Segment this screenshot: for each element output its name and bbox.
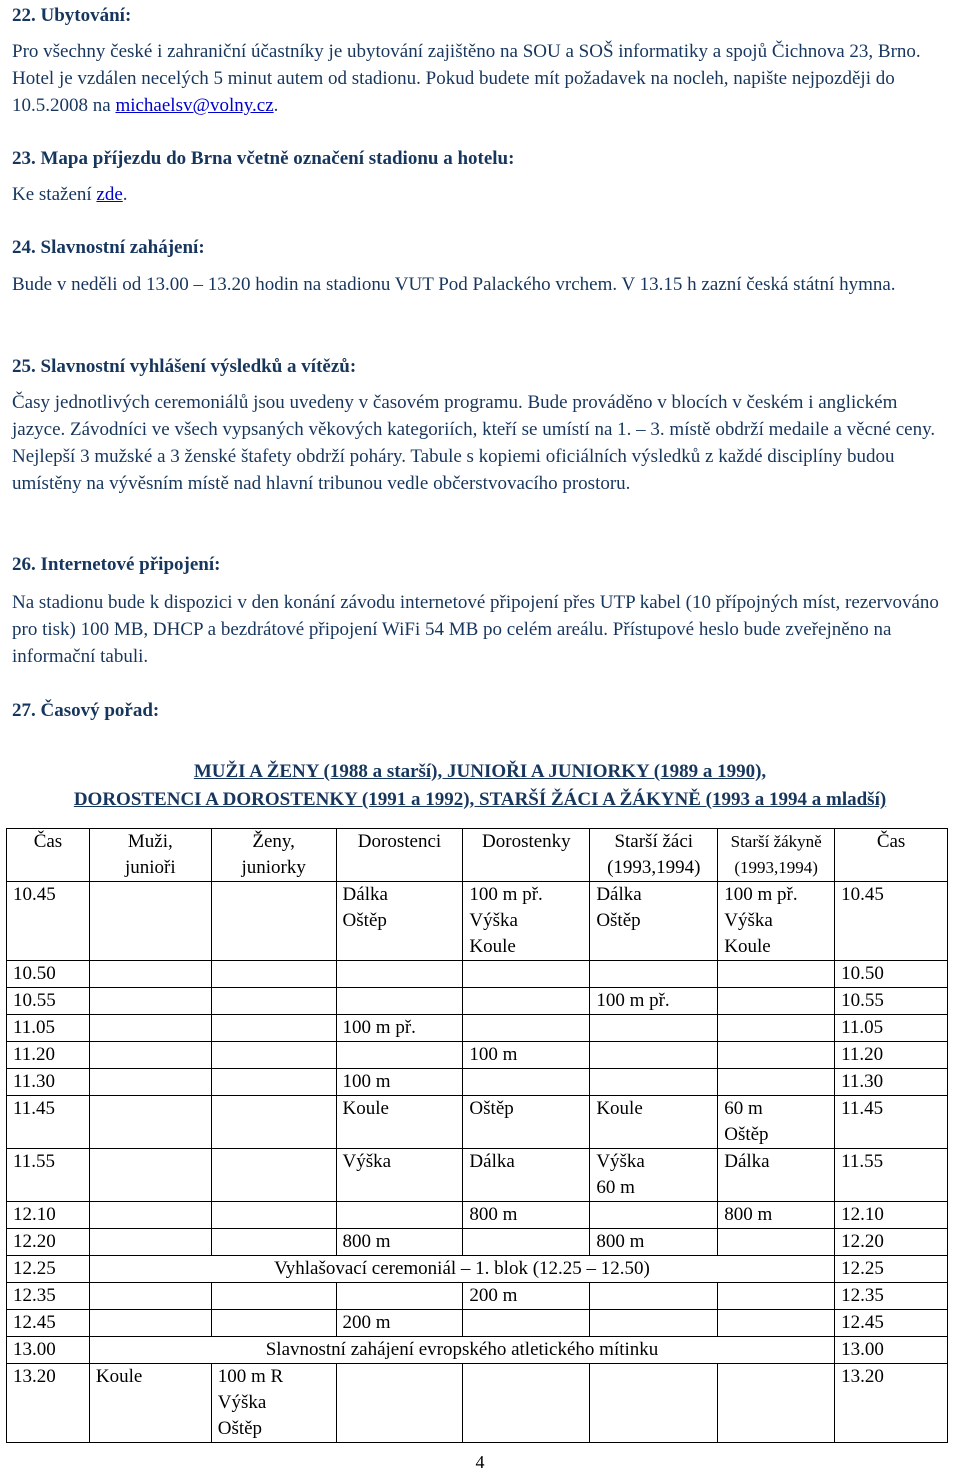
schedule-header [7,829,948,882]
table-cell [211,1229,336,1256]
time-cell: 12.35 [835,1283,948,1310]
table-cell [211,961,336,988]
table-cell [89,1042,211,1069]
table-cell [718,988,835,1015]
table-cell: Koule [89,1364,211,1443]
header-row [7,829,948,882]
table-cell: 100 m př. Výška Koule [463,882,590,961]
table-row [7,1310,948,1337]
table-cell: Dálka [718,1149,835,1202]
table-cell: 200 m [463,1283,590,1310]
header-cell: Dorostenci [336,829,463,882]
table-cell [336,1202,463,1229]
table-row [7,1202,948,1229]
table-cell [590,1364,718,1443]
time-cell: 11.30 [7,1069,90,1096]
table-cell: Výška [336,1149,463,1202]
time-cell: 12.25 [835,1256,948,1283]
time-cell: 12.10 [835,1202,948,1229]
table-row [7,961,948,988]
table-row [7,1042,948,1069]
table-cell [590,1202,718,1229]
table-cell [590,1310,718,1337]
table-cell [89,1149,211,1202]
table-cell: 200 m [336,1310,463,1337]
time-cell: 11.55 [7,1149,90,1202]
download-period: . [122,184,128,205]
table-cell [89,988,211,1015]
table-cell [89,961,211,988]
table-cell: 100 m př. [336,1015,463,1042]
header-cell: Dorostenky [463,829,590,882]
time-cell: 11.20 [7,1042,90,1069]
section-25 [12,353,948,380]
section-26 [12,551,948,578]
table-cell [211,1310,336,1337]
schedule-heading-1: MUŽI A ŽENY (1988 a starší), JUNIOŘI A JUNIORKY (1989 a 1990), [193,761,767,782]
table-row [7,1337,948,1364]
table-cell [718,1229,835,1256]
table-row [7,1256,948,1283]
section-24-body [12,271,948,298]
table-cell [211,1069,336,1096]
section-25-text: Časy jednotlivých ceremoniálů jsou uvedeny v časovém programu. Bude prováděno v blocích v českém i anglickém jazyce. Závodníci ve všech vypsaných věkových kategoriích, kteří se umístí na 1. – 3. místě obdrží medaile a věcné ceny. Nejlepší 3 mužské a 3 ženské štafety obdrží poháry. Tabule s kopiemi oficiálních výsledků z každé disciplíny budou umístěny na vývěsním místě nad hlavní tribunou vedle občerstvovacího prostoru. [12,392,936,494]
table-row [7,1364,948,1443]
time-cell: 10.50 [835,961,948,988]
table-row [7,988,948,1015]
table-cell: 800 m [590,1229,718,1256]
table-cell: 100 m R Výška Oštěp [211,1364,336,1443]
time-cell: 11.05 [7,1015,90,1042]
table-cell: Dálka [463,1149,590,1202]
time-cell: 11.45 [7,1096,90,1149]
time-cell: 12.45 [835,1310,948,1337]
time-cell: 10.55 [7,988,90,1015]
table-cell: Koule [336,1096,463,1149]
table-cell [463,1310,590,1337]
email-link[interactable]: michaelsv@volny.cz [115,95,274,116]
section-26-body [12,589,948,670]
section-22-text-main: Pro všechny české i zahraniční účastníky je ubytování zajištěno na SOU a SOŠ informatiky a spojů Čichnova 23, Brno. Hotel je vzdálen necelých 5 minut autem od stadionu. Pokud budete mít požadavek na nocleh, napište nejpozději do 10.5.2008 na [12,41,921,116]
section-23-body [12,181,948,208]
table-cell [463,1015,590,1042]
time-cell: 12.35 [7,1283,90,1310]
header-cell: Čas [7,829,90,882]
span-cell: Vyhlašovací ceremoniál – 1. blok (12.25 – 12.50) [89,1256,834,1283]
table-cell: Dálka Oštěp [590,882,718,961]
section-23 [12,145,948,172]
table-cell [718,1042,835,1069]
table-cell [211,1202,336,1229]
table-cell [336,961,463,988]
time-cell: 11.20 [835,1042,948,1069]
table-cell [89,1096,211,1149]
time-cell: 10.45 [7,882,90,961]
page-number: 4 [475,1452,485,1472]
table-cell [590,1015,718,1042]
time-cell: 11.30 [835,1069,948,1096]
header-cell: Starší žáci (1993,1994) [590,829,718,882]
table-cell [463,1069,590,1096]
table-cell [211,1283,336,1310]
table-cell [211,882,336,961]
table-row [7,1229,948,1256]
table-cell: Dálka Oštěp [336,882,463,961]
time-cell: 11.45 [835,1096,948,1149]
section-26-text: Na stadionu bude k dispozici v den konání závodu internetové připojení přes UTP kabel (10 přípojných míst, rezervováno pro tisk) 100 MB, DHCP a bezdrátové připojení WiFi 54 MB po celém areálu. Přístupové heslo bude zveřejněno na informační tabuli. [12,592,939,667]
section-26-title: 26. Internetové připojení: [12,554,221,575]
table-cell [211,988,336,1015]
section-23-title: 23. Mapa příjezdu do Brna včetně označení stadionu a hotelu: [12,148,515,169]
table-cell: 800 m [336,1229,463,1256]
table-cell: 100 m př. [590,988,718,1015]
section-24-text: Bude v neděli od 13.00 – 13.20 hodin na stadionu VUT Pod Palackého vrchem. V 13.15 h zazní česká státní hymna. [12,274,896,295]
section-22-text [12,38,948,119]
section-22 [12,2,948,29]
download-label: Ke stažení [12,184,97,205]
section-27-title: 27. Časový pořad: [12,700,160,721]
time-cell: 13.20 [7,1364,90,1443]
section-22-text-end: . [273,95,279,116]
section-25-title: 25. Slavnostní vyhlášení výsledků a vítězů: [12,356,357,377]
table-cell [211,1042,336,1069]
section-24 [12,234,948,261]
table-cell [463,961,590,988]
table-cell [336,1042,463,1069]
header-cell: Muži, junioři [89,829,211,882]
table-cell [336,1283,463,1310]
table-cell: 800 m [718,1202,835,1229]
table-cell [718,1283,835,1310]
table-cell [463,988,590,1015]
table-cell: 100 m př. Výška Koule [718,882,835,961]
time-cell: 13.00 [7,1337,90,1364]
table-cell [211,1096,336,1149]
table-row [7,1149,948,1202]
table-cell [89,1015,211,1042]
table-cell [718,1015,835,1042]
table-cell [590,1042,718,1069]
schedule-table [6,828,948,1443]
download-link[interactable]: zde [96,184,123,205]
time-cell: 13.20 [835,1364,948,1443]
section-23-text [12,181,948,208]
time-cell: 12.20 [7,1229,90,1256]
table-cell [590,961,718,988]
table-cell [89,1283,211,1310]
table-row [7,1069,948,1096]
span-cell: Slavnostní zahájení evropského atletického mítinku [89,1337,834,1364]
time-cell: 11.05 [835,1015,948,1042]
table-cell [211,1149,336,1202]
table-cell [89,1310,211,1337]
table-cell [590,1283,718,1310]
table-cell [463,1229,590,1256]
table-row [7,1283,948,1310]
table-cell [718,1364,835,1443]
section-27 [12,697,948,724]
table-cell: 60 m Oštěp [718,1096,835,1149]
header-cell: Ženy, juniorky [211,829,336,882]
table-cell [89,1229,211,1256]
table-row [7,1096,948,1149]
time-cell: 12.45 [7,1310,90,1337]
time-cell: 10.55 [835,988,948,1015]
table-cell [89,1069,211,1096]
time-cell: 12.20 [835,1229,948,1256]
time-cell: 12.10 [7,1202,90,1229]
table-cell [336,1364,463,1443]
header-cell: Starší žákyně (1993,1994) [718,829,835,882]
section-22-title: 22. Ubytování: [12,5,132,26]
table-row [7,1015,948,1042]
table-cell: 800 m [463,1202,590,1229]
schedule-body [7,882,948,1443]
table-cell: Výška 60 m [590,1149,718,1202]
table-cell: Koule [590,1096,718,1149]
time-cell: 10.45 [835,882,948,961]
table-cell [590,1069,718,1096]
schedule-heading-2: DOROSTENCI A DOROSTENKY (1991 a 1992), STARŠÍ ŽÁCI A ŽÁKYNĚ (1993 a 1994 a mladší) [73,789,887,810]
table-cell [211,1015,336,1042]
section-24-title: 24. Slavnostní zahájení: [12,237,205,258]
time-cell: 12.25 [7,1256,90,1283]
table-row [7,882,948,961]
time-cell: 10.50 [7,961,90,988]
time-cell: 13.00 [835,1337,948,1364]
section-22-body [12,38,948,119]
header-cell: Čas [835,829,948,882]
table-cell [718,1310,835,1337]
time-cell: 11.55 [835,1149,948,1202]
table-cell [89,1202,211,1229]
table-cell [336,988,463,1015]
table-cell [89,882,211,961]
table-cell [463,1364,590,1443]
table-cell: Oštěp [463,1096,590,1149]
table-cell [718,1069,835,1096]
section-25-body [12,389,948,497]
table-cell: 100 m [336,1069,463,1096]
table-cell: 100 m [463,1042,590,1069]
table-cell [718,961,835,988]
